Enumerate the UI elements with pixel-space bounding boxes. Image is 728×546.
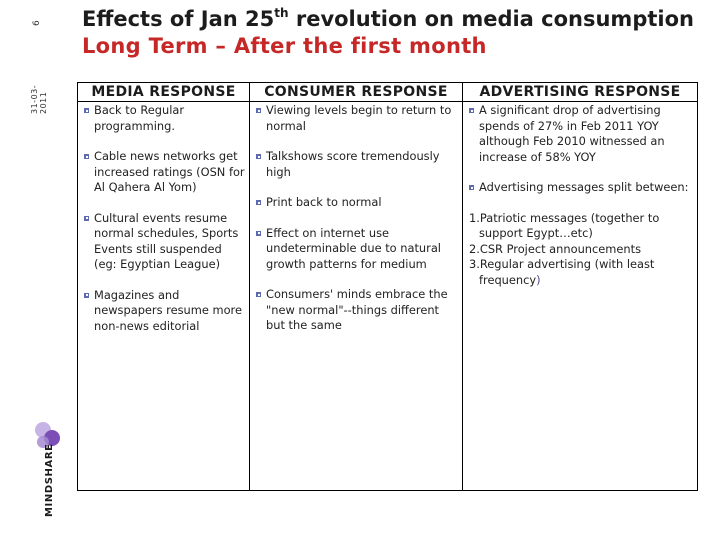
advertising-response-column — [462, 83, 697, 490]
consumer-response-column — [249, 83, 462, 490]
closing-paren: ) — [536, 272, 541, 287]
column-header: MEDIA RESPONSE — [78, 83, 249, 102]
numbered-line-text: frequency — [479, 272, 537, 287]
bullet-square-icon — [84, 154, 89, 159]
list-item: Viewing levels begin to return to normal — [256, 103, 459, 134]
list-item: Advertising messages split between: — [469, 180, 694, 196]
list-item: Back to Regular programming. — [84, 103, 246, 134]
numbered-line: 3.Regular advertising (with least — [469, 257, 655, 271]
title-main: Effects of Jan 25 — [82, 7, 275, 31]
advertising-items — [463, 102, 697, 288]
list-item: Cable news networks get increased ratings (OSN for Al Qahera Al Yom) — [84, 149, 246, 196]
slide-subtitle: Long Term – After the first month — [82, 34, 487, 58]
bullet-square-icon — [256, 108, 261, 113]
bullet-square-icon — [84, 293, 89, 298]
list-item: Talkshows score tremendously high — [256, 149, 459, 180]
list-item: Effect on internet use undeterminable due to natural growth patterns for medium — [256, 226, 459, 273]
bullet-square-icon — [469, 108, 474, 113]
list-item: Consumers' minds embrace the "new normal"--things different but the same — [256, 287, 459, 334]
list-item: A significant drop of advertising spends of 27% in Feb 2011 YOY although Feb 2010 witnessed an increase of 58% YOY — [469, 103, 694, 165]
list-item: Cultural events resume normal schedules, Sports Events still suspended (eg: Egyptian League) — [84, 211, 246, 273]
numbered-line: 2.CSR Project announcements — [469, 241, 641, 256]
numbered-line: 1.Patriotic messages (together to — [469, 210, 660, 225]
bullet-square-icon — [256, 154, 261, 159]
title-superscript: th — [274, 6, 289, 20]
media-response-column — [78, 83, 249, 490]
column-header: ADVERTISING RESPONSE — [463, 83, 697, 102]
column-header: CONSUMER RESPONSE — [250, 83, 462, 102]
list-item: Print back to normal — [256, 195, 459, 211]
left-rail — [0, 0, 68, 546]
response-table — [77, 82, 698, 491]
bullet-square-icon — [256, 231, 261, 236]
numbered-line: support Egypt…etc) — [479, 226, 593, 240]
page-number: 6 — [32, 19, 42, 26]
numbered-line — [469, 273, 694, 289]
slide-date: 31-03-2011 — [30, 84, 48, 114]
media-items — [78, 102, 249, 334]
bullet-square-icon — [469, 185, 474, 190]
list-item: Magazines and newspapers resume more non-news editorial — [84, 288, 246, 335]
bullet-square-icon — [256, 292, 261, 297]
consumer-items — [250, 102, 462, 334]
brand-wordmark: MINDSHARE — [44, 443, 55, 517]
title-rest: revolution on media consumption — [288, 7, 694, 31]
slide-title — [82, 6, 694, 31]
bullet-square-icon — [84, 108, 89, 113]
bullet-square-icon — [84, 216, 89, 221]
bullet-square-icon — [256, 200, 261, 205]
